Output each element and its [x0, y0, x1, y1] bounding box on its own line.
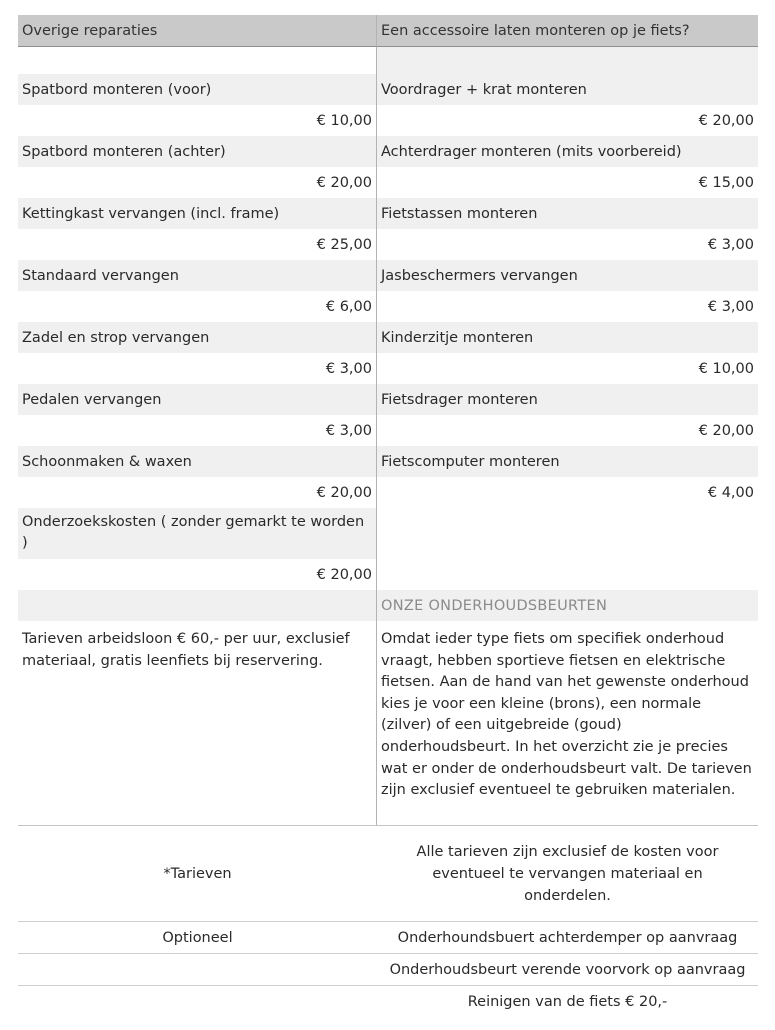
optioneel-item: Reinigen van de fiets € 20,- — [467, 993, 668, 1010]
empty-cell — [18, 954, 377, 985]
optioneel-row — [18, 954, 758, 986]
onze-onderhoudsbeurten-heading: ONZE ONDERHOUDSBEURTEN — [377, 590, 758, 621]
item-price: € 20,00 — [377, 415, 758, 446]
item-price: € 3,00 — [18, 353, 377, 384]
note-onderhoudsbeurten: Omdat ieder type fiets om specifiek onderhoud vraagt, hebben sportieve fietsen en elektrische fietsen. Aan de hand van het gewenste onderhoud kies je voor een kleine (brons), een normale (zilver) of een uitgebreide (goud) onderhoudsbeurt. In het overzicht zie je precies wat er onder de onderhoudsbeurt valt. De tarieven zijn exclusief eventueel te gebruiken materialen. — [377, 621, 758, 826]
header-overige-reparaties: Overige reparaties — [18, 15, 377, 47]
item-label: Kettingkast vervangen (incl. frame) — [18, 198, 377, 229]
item-label: Voordrager + krat monteren — [377, 74, 758, 105]
item-price: € 10,00 — [18, 105, 377, 136]
empty-cell — [377, 559, 758, 590]
note-arbeidsloon: Tarieven arbeidsloon € 60,- per uur, exclusief materiaal, gratis leenfiets bij reservering. — [18, 621, 377, 826]
item-label: Kinderzitje monteren — [377, 322, 758, 353]
item-price: € 20,00 — [18, 477, 377, 508]
item-price: € 6,00 — [18, 291, 377, 322]
item-label: Zadel en strop vervangen — [18, 322, 377, 353]
item-label: Pedalen vervangen — [18, 384, 377, 415]
item-price: € 10,00 — [377, 353, 758, 384]
item-label: Spatbord monteren (voor) — [18, 74, 377, 105]
item-label: Standaard vervangen — [18, 260, 377, 291]
optioneel-item: Onderhoudsbeurt verende voorvork op aanvraag — [389, 961, 746, 978]
item-price: € 3,00 — [18, 415, 377, 446]
item-price: € 3,00 — [377, 291, 758, 322]
empty-cell — [377, 508, 758, 559]
spacer-left — [18, 47, 377, 74]
item-price: € 4,00 — [377, 477, 758, 508]
optioneel-item: Onderhoundsbuert achterdemper op aanvraag — [397, 929, 738, 946]
footer-table — [18, 826, 758, 1017]
item-label: Fietscomputer monteren — [377, 446, 758, 477]
empty-cell — [18, 590, 377, 621]
header-accessoire: Een accessoire laten monteren op je fiets? — [377, 15, 758, 47]
price-list — [18, 15, 758, 1017]
item-price: € 25,00 — [18, 229, 377, 260]
tarieven-text: Alle tarieven zijn exclusief de kosten voor eventueel te vervangen materiaal en onderdelen. — [416, 843, 719, 904]
item-label: Jasbeschermers vervangen — [377, 260, 758, 291]
optioneel-row — [18, 986, 758, 1017]
price-table — [18, 15, 758, 826]
item-price: € 20,00 — [377, 105, 758, 136]
item-price: € 3,00 — [377, 229, 758, 260]
optioneel-row — [18, 922, 758, 954]
tarieven-row — [18, 826, 758, 922]
optioneel-label: Optioneel — [162, 929, 233, 946]
spacer-right — [377, 47, 758, 74]
item-label: Onderzoekskosten ( zonder gemarkt te worden ) — [18, 508, 377, 559]
item-price: € 20,00 — [18, 167, 377, 198]
item-label: Fietstassen monteren — [377, 198, 758, 229]
item-price: € 20,00 — [18, 559, 377, 590]
item-label: Schoonmaken & waxen — [18, 446, 377, 477]
tarieven-label: *Tarieven — [163, 865, 232, 882]
empty-cell — [18, 986, 377, 1017]
item-price: € 15,00 — [377, 167, 758, 198]
item-label: Fietsdrager monteren — [377, 384, 758, 415]
item-label: Achterdrager monteren (mits voorbereid) — [377, 136, 758, 167]
item-label: Spatbord monteren (achter) — [18, 136, 377, 167]
